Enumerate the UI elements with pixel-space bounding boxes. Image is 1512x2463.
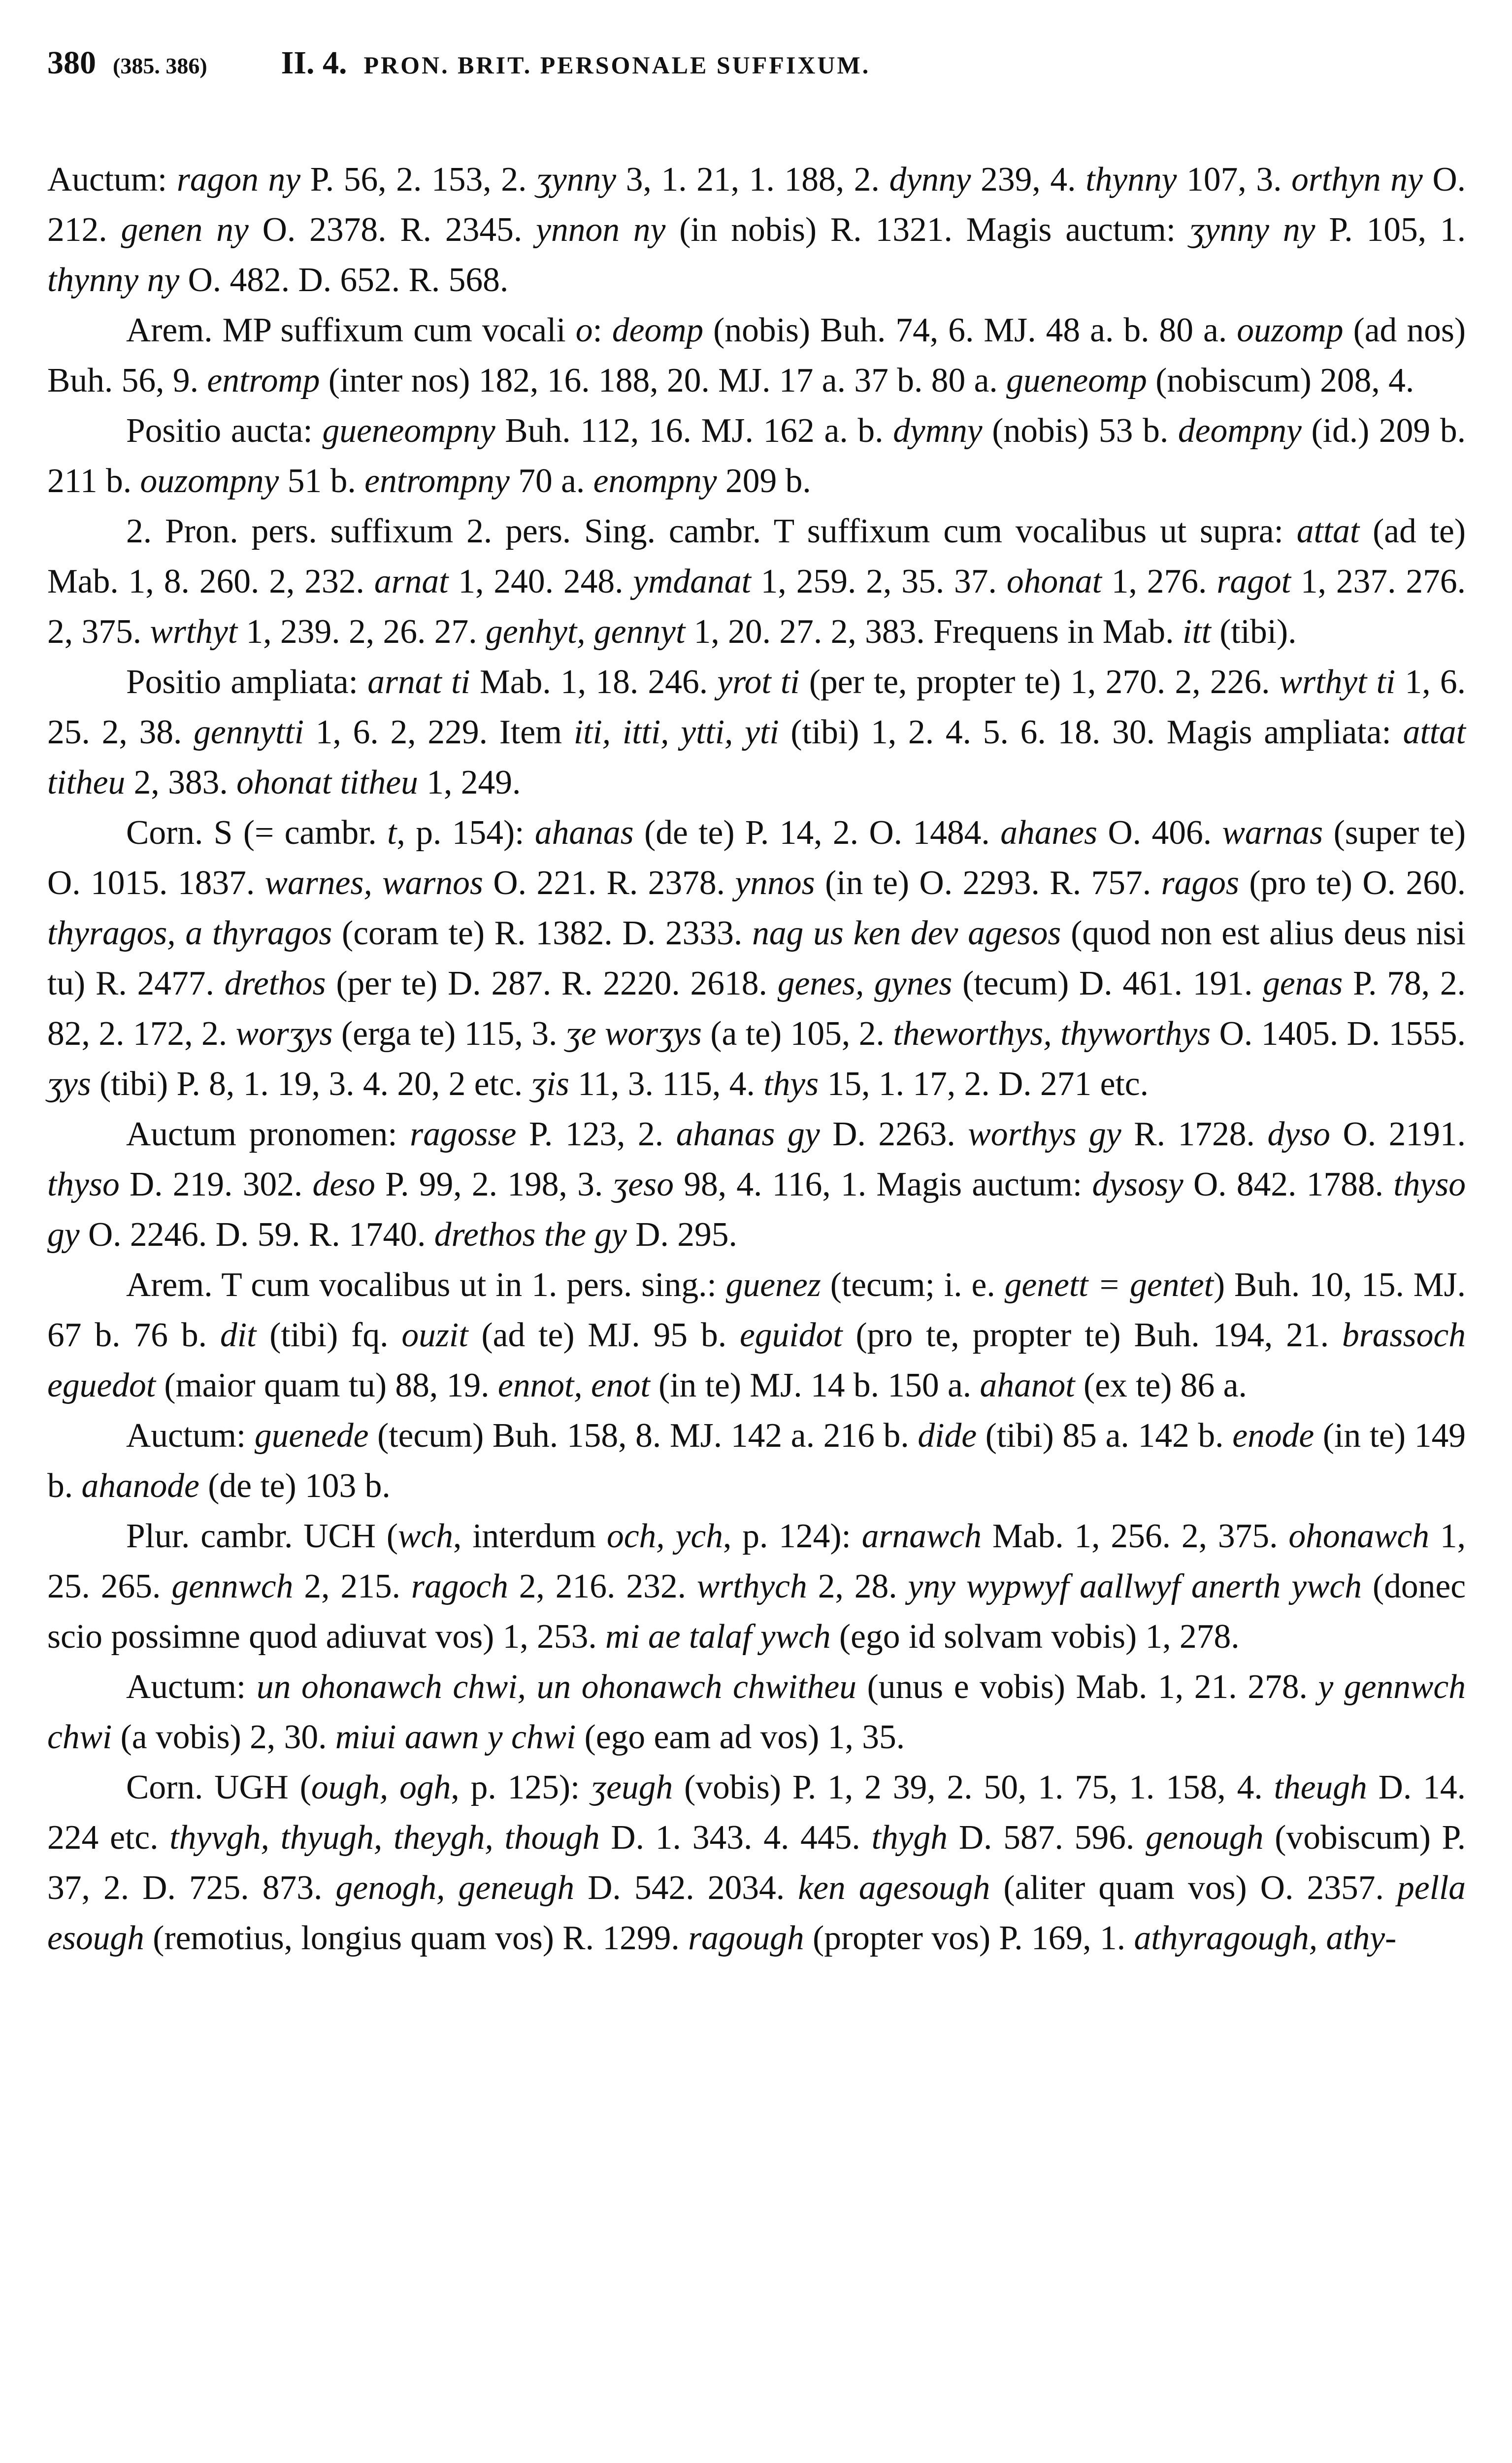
- italic-term: miui aawn y chwi: [335, 1718, 576, 1756]
- italic-term: ragot: [1216, 563, 1291, 600]
- text-run: (tecum) D. 461. 191.: [952, 965, 1263, 1002]
- text-run: (ego id solvam vobis) 1, 278.: [830, 1618, 1240, 1656]
- text-run: , p. 125):: [451, 1768, 592, 1806]
- italic-term: deompny: [1178, 412, 1302, 450]
- italic-term: ohonawch: [1288, 1517, 1430, 1555]
- text-run: (de te) P. 14, 2. O. 1484.: [633, 814, 1001, 852]
- text-run: (ad te) MJ. 95 b.: [468, 1316, 740, 1354]
- text-run: 1, 6. 25. 2, 38.: [47, 663, 1466, 751]
- text-run: 98, 4. 116, 1. Magis auctum:: [673, 1165, 1092, 1203]
- italic-term: thyso gy: [47, 1165, 1466, 1254]
- paragraph: [47, 1511, 1466, 1662]
- italic-term: thynny: [1085, 161, 1177, 199]
- text-run: 1, 6. 2, 229. Item: [304, 713, 574, 751]
- text-run: (pro te, propter te) Buh. 194, 21.: [842, 1316, 1343, 1354]
- paragraph: [47, 155, 1466, 305]
- italic-term: genhyt, gennyt: [486, 613, 686, 651]
- text-run: 3, 1. 21, 1. 188, 2.: [616, 161, 889, 199]
- italic-term: dyso: [1267, 1115, 1330, 1153]
- italic-term: t: [387, 814, 397, 852]
- italic-term: attat: [1296, 512, 1360, 550]
- italic-term: genett = gentet: [1004, 1266, 1214, 1304]
- text-run: (per te) D. 287. R. 2220. 2618.: [326, 965, 778, 1002]
- section-number: II. 4.: [281, 45, 347, 81]
- text-run: :: [592, 311, 612, 349]
- italic-term: wch: [398, 1517, 453, 1555]
- italic-term: yrot ti: [717, 663, 800, 701]
- italic-term: ahanot: [980, 1366, 1075, 1404]
- text-run: (nobis) Buh. 74, 6. MJ. 48 a. b. 80 a.: [703, 311, 1237, 349]
- text-run: 1, 20. 27. 2, 383. Frequens in Mab.: [685, 613, 1183, 651]
- text-run: (ego eam ad vos) 1, 35.: [576, 1718, 905, 1756]
- text-run: (maior quam tu) 88, 19.: [156, 1366, 498, 1404]
- text-run: 209 b.: [717, 462, 811, 500]
- italic-term: pella esough: [47, 1869, 1466, 1957]
- text-run: Buh. 112, 16. MJ. 162 a. b.: [495, 412, 893, 450]
- text-run: R. 1728.: [1121, 1115, 1268, 1153]
- italic-term: wrthych: [696, 1567, 807, 1605]
- italic-term: dynny: [889, 161, 971, 199]
- text-run: (propter vos) P. 169, 1.: [804, 1919, 1134, 1957]
- paragraph: [47, 1662, 1466, 1763]
- text-run: (vobiscum) P. 37, 2. D. 725. 873.: [47, 1819, 1466, 1907]
- text-run: 15, 1. 17, 2. D. 271 etc.: [819, 1065, 1149, 1103]
- italic-term: ouzit: [401, 1316, 468, 1354]
- text-run: O. 406.: [1097, 814, 1222, 852]
- italic-term: gennytti: [194, 713, 304, 751]
- italic-term: thygh: [871, 1819, 948, 1857]
- text-run: 11, 3. 115, 4.: [569, 1065, 764, 1103]
- italic-term: guenede: [254, 1417, 369, 1455]
- italic-term: och, ych: [606, 1517, 723, 1555]
- text-run: (tibi) 85 a. 142 b.: [977, 1417, 1233, 1455]
- paragraph: [47, 1260, 1466, 1411]
- italic-term: attat titheu: [47, 713, 1466, 801]
- italic-term: thyvgh, thyugh, theygh, though: [169, 1819, 600, 1857]
- text-run: P. 105, 1.: [1315, 211, 1466, 249]
- text-run: (a vobis) 2, 30.: [112, 1718, 335, 1756]
- italic-term: thynny ny: [47, 261, 180, 299]
- text-run: (super te) O. 1015. 1837.: [47, 814, 1466, 902]
- paragraph: [47, 1109, 1466, 1260]
- italic-term: un ohonawch chwi, un ohonawch chwitheu: [256, 1668, 856, 1706]
- text-run: Arem. T cum vocalibus ut in 1. pers. sing.:: [126, 1266, 726, 1304]
- italic-term: ennot, enot: [497, 1366, 650, 1404]
- text-run: (tibi) P. 8, 1. 19, 3. 4. 20, 2 etc.: [91, 1065, 531, 1103]
- italic-term: enompny: [593, 462, 717, 500]
- italic-term: ahanode: [81, 1467, 199, 1505]
- italic-term: arnat ti: [367, 663, 470, 701]
- paragraph: [47, 808, 1466, 1109]
- text-run: (aliter quam vos) O. 2357.: [990, 1869, 1398, 1907]
- page-reference: (385. 386): [113, 53, 207, 78]
- text-run: (in te) 149 b.: [47, 1417, 1466, 1505]
- italic-term: athyragough, athy-: [1134, 1919, 1397, 1957]
- text-run: O. 2191.: [1330, 1115, 1466, 1153]
- text-run: O. 212.: [47, 161, 1466, 249]
- header-title: PRON. BRIT. PERSONALE SUFFIXUM.: [363, 51, 871, 79]
- text-run: 1, 237. 276. 2, 375.: [47, 563, 1466, 651]
- text-run: 1, 25. 265.: [47, 1517, 1466, 1605]
- text-run: (de te) 103 b.: [199, 1467, 391, 1505]
- text-run: Positio aucta:: [126, 412, 323, 450]
- text-run: O. 2246. D. 59. R. 1740.: [79, 1216, 434, 1254]
- italic-term: genogh, geneugh: [335, 1869, 575, 1907]
- italic-term: wrthyt ti: [1279, 663, 1396, 701]
- italic-term: drethos the gy: [434, 1216, 627, 1254]
- italic-term: ʒeugh: [591, 1768, 673, 1806]
- text-run: , interdum: [453, 1517, 607, 1555]
- italic-term: ahanas: [534, 814, 634, 852]
- italic-term: nag us ken dev agesos: [752, 914, 1061, 952]
- italic-term: wrthyt: [150, 613, 238, 651]
- text-run: P. 56, 2. 153, 2.: [300, 161, 537, 199]
- text-run: P. 78, 2. 82, 2. 172, 2.: [47, 965, 1466, 1053]
- text-run: P. 123, 2.: [516, 1115, 676, 1153]
- italic-term: dymny: [893, 412, 983, 450]
- text-run: 1, 259. 2, 35. 37.: [751, 563, 1007, 600]
- text-run: ) Buh. 10, 15. MJ. 67 b. 76 b.: [47, 1266, 1466, 1354]
- text-run: (tecum) Buh. 158, 8. MJ. 142 a. 216 b.: [368, 1417, 918, 1455]
- italic-term: ʒe worʒys: [565, 1015, 702, 1053]
- italic-term: guenez: [725, 1266, 821, 1304]
- italic-term: ohonat: [1006, 563, 1102, 600]
- paragraph: [47, 1763, 1466, 1964]
- text-run: 2, 216. 232.: [508, 1567, 697, 1605]
- text-run: 239, 4.: [971, 161, 1086, 199]
- text-run: D. 587. 596.: [948, 1819, 1146, 1857]
- text-run: (erga te) 115, 3.: [332, 1015, 566, 1053]
- italic-term: deso: [312, 1165, 375, 1203]
- text-run: , p. 154):: [396, 814, 535, 852]
- running-header: [47, 43, 1466, 86]
- paragraph: [47, 657, 1466, 808]
- italic-term: ahanes: [1000, 814, 1098, 852]
- text-run: Corn. UGH (: [126, 1768, 311, 1806]
- italic-term: ʒis: [531, 1065, 569, 1103]
- italic-term: worthys gy: [968, 1115, 1121, 1153]
- text-run: (tibi).: [1211, 613, 1297, 651]
- italic-term: y gennwch chwi: [47, 1668, 1466, 1756]
- italic-term: ragos: [1161, 864, 1239, 902]
- italic-term: brassoch eguedot: [47, 1316, 1466, 1404]
- italic-term: entrompny: [364, 462, 510, 500]
- italic-term: itt: [1182, 613, 1211, 651]
- text-run: (in te) MJ. 14 b. 150 a.: [650, 1366, 980, 1404]
- text-run: (donec scio possimne quod adiuvat vos) 1, 253.: [47, 1567, 1466, 1656]
- italic-term: genen ny: [121, 211, 249, 249]
- italic-term: genes, gynes: [777, 965, 953, 1002]
- italic-term: deomp: [612, 311, 704, 349]
- text-run: Auctum:: [126, 1668, 257, 1706]
- text-run: D. 219. 302.: [119, 1165, 313, 1203]
- page: [47, 43, 1466, 1964]
- italic-term: gueneomp: [1006, 362, 1147, 399]
- text-run: 1, 239. 2, 26. 27.: [237, 613, 486, 651]
- text-run: 70 a.: [509, 462, 593, 500]
- paragraph: [47, 1411, 1466, 1511]
- text-run: (coram te) R. 1382. D. 2333.: [332, 914, 753, 952]
- italic-term: dysosy: [1092, 1165, 1183, 1203]
- italic-term: warnes, warnos: [264, 864, 483, 902]
- text-run: Corn. S (= cambr.: [126, 814, 388, 852]
- text-run: 1, 276.: [1101, 563, 1217, 600]
- text-run: D. 2263.: [820, 1115, 968, 1153]
- italic-term: ʒeso: [613, 1165, 674, 1203]
- italic-term: genas: [1263, 965, 1343, 1002]
- italic-term: orthyn ny: [1291, 161, 1423, 199]
- text-run: Auctum pronomen:: [126, 1115, 410, 1153]
- text-run: P. 99, 2. 198, 3.: [375, 1165, 613, 1203]
- text-run: Auctum:: [47, 161, 177, 199]
- text-run: (pro te) O. 260.: [1239, 864, 1466, 902]
- text-run: 2, 215.: [293, 1567, 411, 1605]
- italic-term: ragon ny: [176, 161, 301, 199]
- text-run: (per te, propter te) 1, 270. 2, 226.: [799, 663, 1280, 701]
- italic-term: genough: [1146, 1819, 1264, 1857]
- paragraph: [47, 406, 1466, 506]
- text-run: Mab. 1, 256. 2, 375.: [981, 1517, 1289, 1555]
- italic-term: ohonat titheu: [236, 764, 418, 801]
- text-run: 2, 383.: [125, 764, 237, 801]
- italic-term: ough, ogh: [311, 1768, 451, 1806]
- italic-term: dit: [220, 1316, 257, 1354]
- italic-term: theworthys, thyworthys: [893, 1015, 1211, 1053]
- italic-term: theugh: [1274, 1768, 1367, 1806]
- text-run: (ad nos) Buh. 56, 9.: [47, 311, 1466, 399]
- italic-term: ʒys: [47, 1065, 91, 1103]
- italic-term: ʒynny ny: [1189, 211, 1315, 249]
- paragraph: [47, 305, 1466, 406]
- text-run: (quod non est alius deus nisi tu) R. 2477.: [47, 914, 1466, 1002]
- text-run: 2, 28.: [807, 1567, 908, 1605]
- text-run: (vobis) P. 1, 2 39, 2. 50, 1. 75, 1. 158, 4.: [673, 1768, 1274, 1806]
- italic-term: mi ae talaf ywch: [605, 1618, 831, 1656]
- text-run: D. 1. 343. 4. 445.: [599, 1819, 872, 1857]
- text-run: Positio ampliata:: [126, 663, 368, 701]
- text-run: , p. 124):: [723, 1517, 862, 1555]
- italic-term: worʒys: [235, 1015, 333, 1053]
- text-run: (unus e vobis) Mab. 1, 21. 278.: [856, 1668, 1318, 1706]
- text-run: (tibi) 1, 2. 4. 5. 6. 18. 30. Magis ampliata:: [779, 713, 1403, 751]
- text-run: 1, 249.: [418, 764, 521, 801]
- italic-term: entromp: [207, 362, 320, 399]
- italic-term: o: [575, 311, 593, 349]
- body-text: [47, 155, 1466, 1964]
- text-run: (in te) O. 2293. R. 757.: [815, 864, 1161, 902]
- text-run: (tecum; i. e.: [821, 1266, 1005, 1304]
- italic-term: ragoch: [411, 1567, 508, 1605]
- italic-term: ragosse: [410, 1115, 517, 1153]
- paragraph: [47, 506, 1466, 657]
- italic-term: gueneompny: [322, 412, 495, 450]
- italic-term: thyragos, a thyragos: [47, 914, 332, 952]
- italic-term: thyso: [47, 1165, 120, 1203]
- text-run: Plur. cambr. UCH (: [126, 1517, 398, 1555]
- text-run: 1, 240. 248.: [448, 563, 633, 600]
- italic-term: thys: [763, 1065, 819, 1103]
- text-run: D. 542. 2034.: [574, 1869, 798, 1907]
- italic-term: ynnos: [735, 864, 815, 902]
- italic-term: arnawch: [861, 1517, 982, 1555]
- text-run: 2. Pron. pers. suffixum 2. pers. Sing. cambr. T suffixum cum vocalibus ut supra:: [126, 512, 1297, 550]
- italic-term: ken agesough: [798, 1869, 990, 1907]
- text-run: D. 295.: [626, 1216, 737, 1254]
- text-run: Mab. 1, 18. 246.: [470, 663, 718, 701]
- text-run: Arem. MP suffixum cum vocali: [126, 311, 576, 349]
- italic-term: drethos: [224, 965, 326, 1002]
- text-run: (id.) 209 b. 211 b.: [47, 412, 1466, 500]
- italic-term: iti, itti, ytti, yti: [573, 713, 779, 751]
- italic-term: ouzomp: [1237, 311, 1344, 349]
- italic-term: ymdanat: [633, 563, 751, 600]
- italic-term: yny wypwyf aallwyf anerth ywch: [908, 1567, 1362, 1605]
- text-run: (a te) 105, 2.: [701, 1015, 893, 1053]
- text-run: O. 2378. R. 2345.: [248, 211, 536, 249]
- text-run: O. 221. R. 2378.: [483, 864, 735, 902]
- text-run: (ad te) Mab. 1, 8. 260. 2, 232.: [47, 512, 1466, 600]
- text-run: O. 482. D. 652. R. 568.: [179, 261, 509, 299]
- page-number: 380: [47, 45, 96, 81]
- text-run: O. 842. 1788.: [1183, 1165, 1394, 1203]
- italic-term: gennwch: [171, 1567, 294, 1605]
- text-run: 51 b.: [279, 462, 365, 500]
- text-run: (inter nos) 182, 16. 188, 20. MJ. 17 a. 37 b. 80 a.: [320, 362, 1007, 399]
- text-run: (in nobis) R. 1321. Magis auctum:: [665, 211, 1189, 249]
- text-run: (ex te) 86 a.: [1075, 1366, 1247, 1404]
- text-run: D. 14. 224 etc.: [47, 1768, 1466, 1857]
- italic-term: arnat: [374, 563, 449, 600]
- italic-term: ragough: [688, 1919, 804, 1957]
- italic-term: enode: [1232, 1417, 1315, 1455]
- italic-term: eguidot: [740, 1316, 843, 1354]
- text-run: 107, 3.: [1177, 161, 1292, 199]
- text-run: O. 1405. D. 1555.: [1211, 1015, 1466, 1053]
- italic-term: ouzompny: [140, 462, 279, 500]
- italic-term: warnas: [1222, 814, 1323, 852]
- italic-term: ahanas gy: [676, 1115, 820, 1153]
- text-run: (nobiscum) 208, 4.: [1147, 362, 1414, 399]
- text-run: (tibi) fq.: [256, 1316, 402, 1354]
- text-run: Auctum:: [126, 1417, 255, 1455]
- text-run: (remotius, longius quam vos) R. 1299.: [144, 1919, 689, 1957]
- italic-term: dide: [918, 1417, 977, 1455]
- italic-term: ynnon ny: [536, 211, 666, 249]
- italic-term: ʒynny: [536, 161, 617, 199]
- text-run: (nobis) 53 b.: [982, 412, 1178, 450]
